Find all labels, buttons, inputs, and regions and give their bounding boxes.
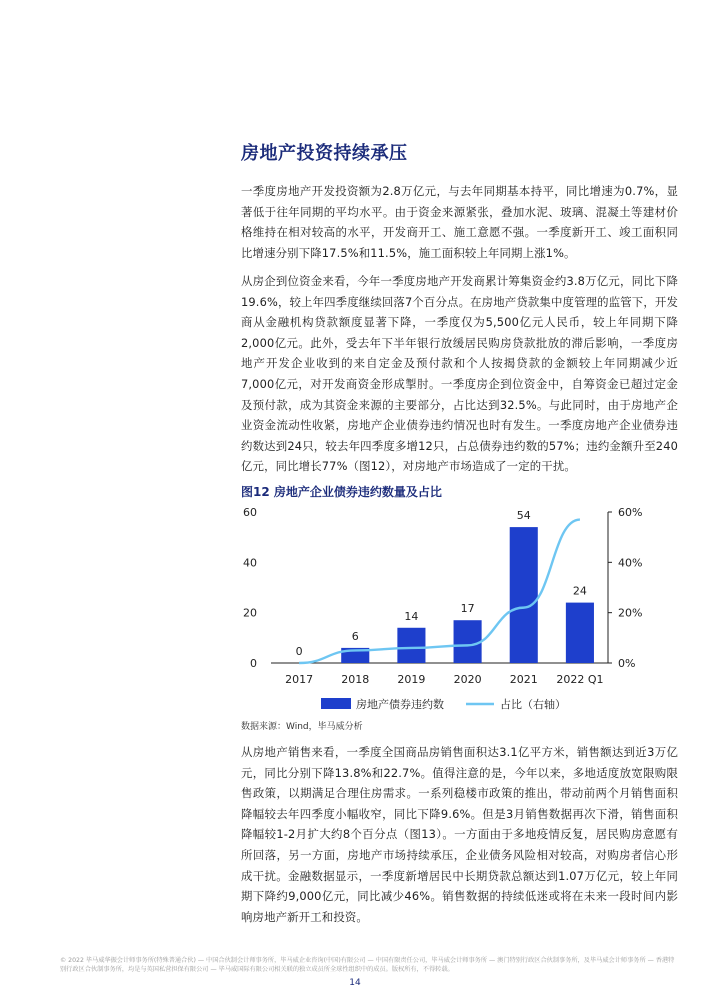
bar-value-label: 0 [295, 645, 303, 658]
bar-value-label: 17 [460, 602, 475, 616]
category-label: 2020 [453, 673, 482, 686]
section-title: 房地产投资持续承压 [241, 143, 408, 164]
right-tick-label: 60% [618, 506, 643, 519]
bar-value-label: 14 [404, 609, 419, 623]
left-tick-label: 20 [243, 606, 257, 620]
data-source: 数据来源：Wind，毕马威分析 [241, 722, 363, 732]
category-label: 2021 [509, 673, 538, 686]
paragraph-sales: 从房地产销售来看，一季度全国商品房销售面积达3.1亿平方米，销售额达到近3万亿元，同比分别下降13.8%和22.7%。值得注意的是，今年以来，多地适度放宽限购限售政策，以期满足合理住房需求。一系列稳楼市政策的推出，带动前两个月销售面积降幅较去年四季度小幅收窄，同比下降9.6%。但是3月销售数据再次下滑，销售面积降幅较1-2月扩大约8个百分点（图13）。一方面由于多地疫情反复，居民购房意愿有所回落，另一方面，房地产市场持续承压，企业债务风险相对较高，对购房者信心形成干扰。金融数据显示，一季度新增居民中长期贷款总额达到1.07万亿元，较上年同期下降约9,000亿元，同比减少46%。销售数据的持续低迷或将在未来一段时间内影响房地产新开工和投资。 [241, 745, 678, 924]
legend-bar-label: 房地产债券违约数 [356, 698, 444, 711]
paragraph-funding: 从房企到位资金来看，今年一季度房地产开发商累计筹集资金约3.8万亿元，同比下降19.6%，较上年四季度继续回落7个百分点。在房地产贷款集中度管理的监管下，开发商从金融机构贷款额度显著下降，一季度仅为5,500亿元人民币，较上年同期下降2,000亿元。此外，受去年下半年银行放缓居民购房贷款批放的滞后影响，一季度房地产开发企业收到的来自定金及预付款和个人按揭贷款的金额较上年同期减少近7,000亿元，对开发商资金形成掣肘。一季度房企到位资金中，自筹资金已超过定金及预付款，成为其资金来源的主要部分，占比达到32.5%。与此同时，由于房地产企业资金流动性收紧，房地产企业债券违约情况也时有发生。一季度房地产企业债券违约数达到24只，较去年四季度多增12只，占总债券违约数的57%；违约金额升至240亿元，同比增长77%（图12），对房地产市场造成了一定的干扰。 [241, 274, 678, 474]
category-label: 2022 Q1 [556, 673, 604, 686]
footer-copyright: © 2022 毕马威华振会计师事务所(特殊普通合伙) — 中国合伙制会计师事务所，毕马威企业咨询(中国)有限公司 — 中国有限责任公司，毕马威会计师事务所 — 澳门特别行政区合伙制事务所，及毕马威会计师事务所 — 香港特别行政区合伙制事务所，均是与英国私营担保有限公司 — 毕马威国际有限公司相关联的独立成员所全球性组织中的成员。版权所有，不得转载。 [60, 957, 675, 973]
bar-value-label: 6 [351, 629, 359, 643]
paragraph-investment: 一季度房地产开发投资额为2.8万亿元，与去年同期基本持平，同比增速为0.7%，显著低于往年同期的平均水平。由于资金来源紧张，叠加水泥、玻璃、混凝土等建材价格维持在相对较高的水平，开发商开工、施工意愿不强。一季度新开工、竣工面积同比增速分别下降17.5%和11.5%，施工面积较上年同期上涨1%。 [241, 184, 678, 260]
figure-title: 图12 房地产企业债券违约数量及占比 [241, 485, 442, 499]
category-label: 2019 [397, 673, 426, 686]
legend-line-label: 占比（右轴） [500, 698, 566, 711]
bar [454, 620, 482, 663]
page-number: 14 [349, 978, 361, 988]
bar [397, 628, 425, 663]
right-tick-label: 0% [618, 657, 636, 670]
category-label: 2018 [341, 673, 370, 686]
bar-value-label: 54 [516, 509, 531, 523]
right-tick-label: 20% [618, 606, 643, 620]
left-tick-label: 40 [243, 556, 257, 570]
left-tick-label: 0 [250, 657, 257, 670]
legend-bar-swatch [321, 698, 351, 709]
bond-default-chart [236, 500, 666, 720]
category-label: 2017 [285, 673, 314, 686]
bar [510, 527, 538, 663]
right-tick-label: 40% [618, 556, 643, 570]
bar-value-label: 24 [572, 584, 587, 598]
left-tick-label: 60 [243, 506, 257, 519]
bar [566, 603, 594, 663]
